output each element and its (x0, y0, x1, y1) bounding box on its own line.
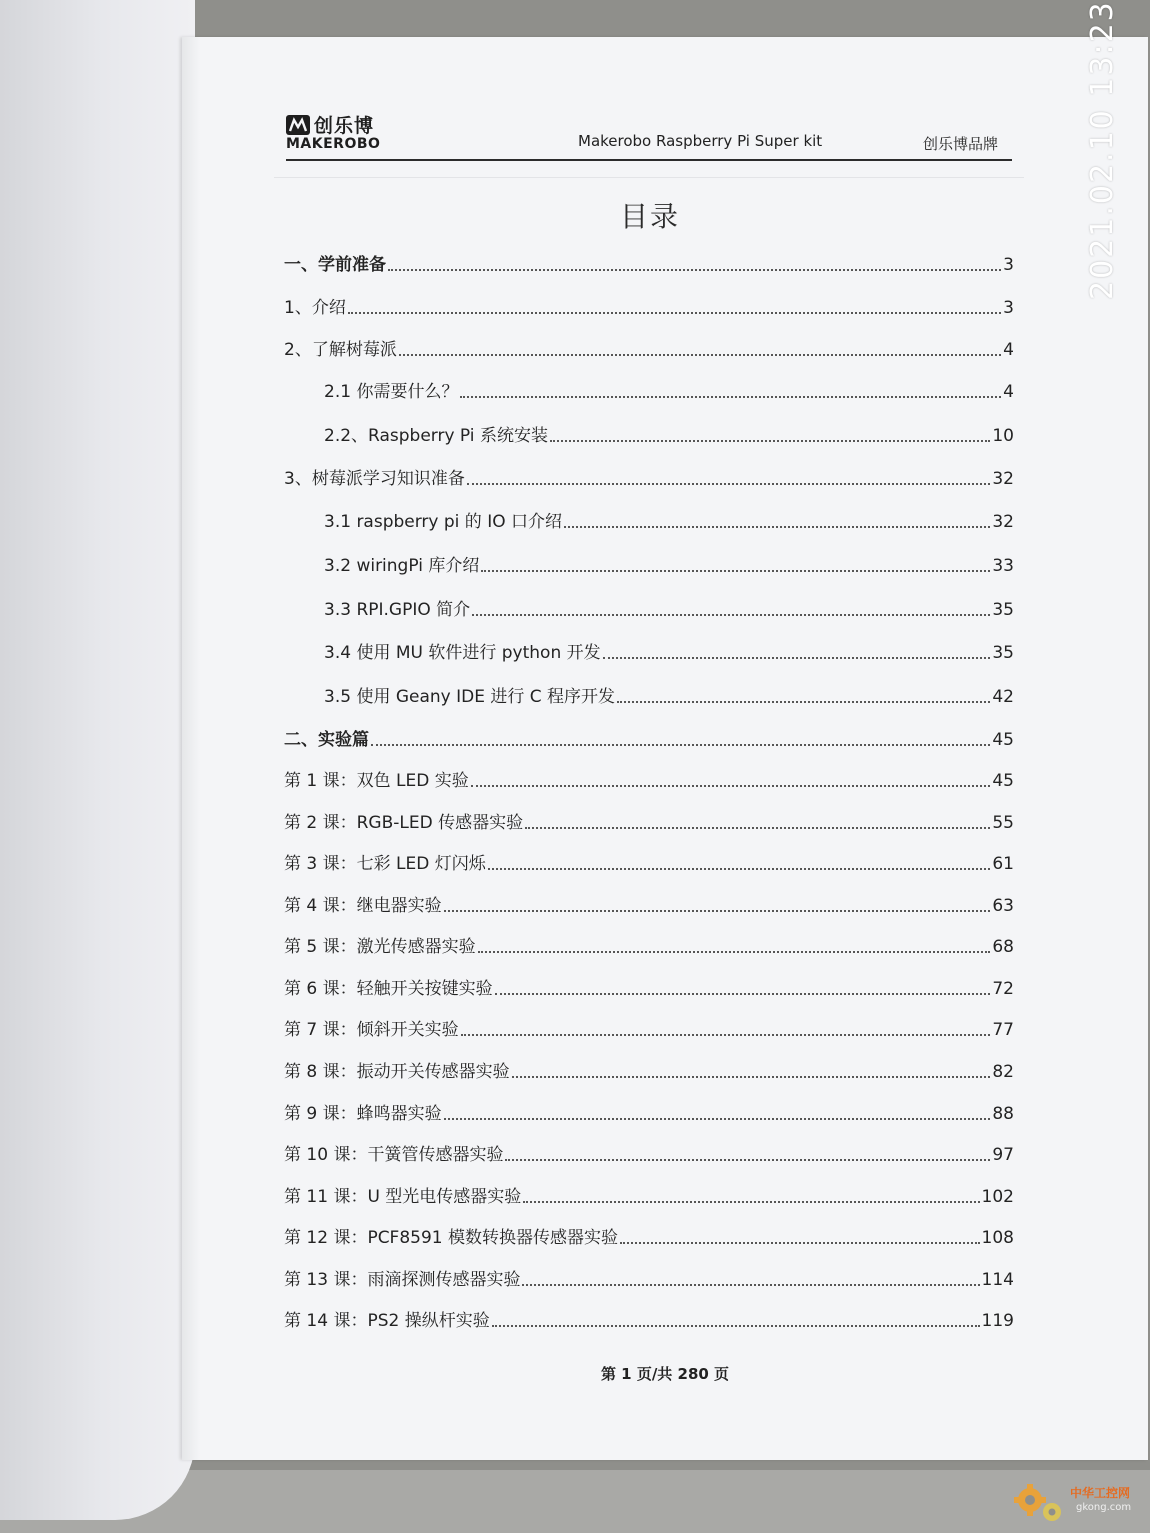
toc-entry (324, 421, 1014, 447)
toc-entry-page: 4 (1003, 340, 1014, 360)
toc-entry-page: 97 (992, 1145, 1014, 1165)
toc-entry-page: 77 (992, 1020, 1014, 1040)
toc-entry-page: 35 (992, 643, 1014, 663)
toc-leader-dots (620, 1242, 980, 1244)
toc-entry-label: 第 14 课：PS2 操纵杆实验 (284, 1311, 490, 1331)
bleed-through-line (274, 177, 1024, 179)
toc-leader-dots (603, 657, 991, 659)
toc-leader-dots (399, 354, 1001, 356)
toc-leader-dots (348, 312, 1001, 314)
toc-entry-label: 一、学前准备 (284, 255, 386, 275)
toc-entry-label: 3.4 使用 MU 软件进行 python 开发 (324, 643, 601, 663)
toc-entry-label: 第 2 课：RGB-LED 传感器实验 (284, 813, 524, 833)
toc-entry (284, 1057, 1014, 1083)
page-edge-shadow (182, 37, 200, 1460)
watermark-chinese: 中华工控网 (1070, 1486, 1131, 1500)
toc-entry (284, 293, 1014, 319)
toc-entry-page: 3 (1003, 298, 1014, 318)
toc-entry-page: 68 (992, 937, 1014, 957)
toc-entry-page: 3 (1003, 255, 1014, 275)
toc-entry-page: 55 (992, 813, 1014, 833)
document-page (182, 37, 1148, 1460)
toc-leader-dots (505, 1159, 990, 1161)
toc-entry (324, 377, 1014, 403)
toc-entry-page: 10 (992, 426, 1014, 446)
toc-leader-dots (388, 269, 1001, 271)
toc-leader-dots (523, 1201, 979, 1203)
toc-entry-page: 82 (992, 1062, 1014, 1082)
toc-entry (284, 974, 1014, 1000)
toc-leader-dots (564, 526, 990, 528)
toc-entry (284, 335, 1014, 361)
toc-entry-label: 3、树莓派学习知识准备 (284, 469, 465, 489)
toc-entry-label: 第 8 课：振动开关传感器实验 (284, 1062, 510, 1082)
logo-chinese-text: 创乐博 (314, 115, 375, 137)
toc-leader-dots (444, 910, 991, 912)
toc-leader-dots (467, 483, 991, 485)
toc-leader-dots (492, 1325, 980, 1327)
toc-entry (284, 1015, 1014, 1041)
toc-title: 目录 (619, 200, 680, 233)
page-header (286, 109, 1012, 161)
header-title: Makerobo Raspberry Pi Super kit (578, 132, 823, 150)
toc-entry-label: 第 7 课：倾斜开关实验 (284, 1020, 459, 1040)
toc-leader-dots (617, 701, 990, 703)
toc-entry (324, 638, 1014, 664)
toc-entry-label: 第 12 课：PCF8591 模数转换器传感器实验 (284, 1228, 619, 1248)
header-brand: 创乐博品牌 (922, 135, 998, 153)
toc-entry (284, 891, 1014, 917)
toc-entry (324, 507, 1014, 533)
toc-entry-label: 第 3 课：七彩 LED 灯闪烁 (284, 854, 486, 874)
toc-entry-label: 第 1 课：双色 LED 实验 (284, 771, 469, 791)
toc-entry-label: 二、实验篇 (284, 730, 369, 750)
toc-entry (284, 250, 1014, 276)
toc-entry (284, 725, 1014, 751)
toc-leader-dots (512, 1076, 991, 1078)
toc-entry (284, 1265, 1014, 1291)
toc-leader-dots (481, 570, 990, 572)
toc-entry-page: 4 (1003, 382, 1014, 402)
toc-entry (284, 1306, 1014, 1332)
toc-leader-dots (522, 1284, 979, 1286)
watermark-english: gkong.com (1076, 1502, 1132, 1513)
photo-timestamp: 2021.02.10 13:23 (1085, 0, 1120, 300)
toc-entry-page: 102 (981, 1187, 1014, 1207)
underlying-page (0, 0, 195, 1520)
toc-entry-page: 32 (992, 512, 1014, 532)
toc-entry (284, 766, 1014, 792)
toc-entry-page: 119 (981, 1311, 1014, 1331)
toc-entry-label: 3.3 RPI.GPIO 简介 (324, 600, 471, 620)
toc-entry-label: 第 4 课：继电器实验 (284, 896, 442, 916)
toc-entry-page: 45 (992, 730, 1014, 750)
toc-leader-dots (472, 614, 990, 616)
toc-entry-page: 61 (992, 854, 1014, 874)
makerobo-logo-icon (286, 115, 310, 135)
toc-entry (324, 551, 1014, 577)
toc-leader-dots (461, 1034, 991, 1036)
toc-entry-label: 第 11 课：U 型光电传感器实验 (284, 1187, 522, 1207)
logo-english-text: MAKEROBO (286, 136, 381, 152)
toc-entry-page: 72 (992, 979, 1014, 999)
toc-leader-dots (460, 396, 1001, 398)
toc-leader-dots (371, 744, 990, 746)
brand-logo (286, 111, 386, 151)
toc-entry (284, 1223, 1014, 1249)
toc-entry (284, 849, 1014, 875)
toc-entry-label: 第 13 课：雨滴探测传感器实验 (284, 1270, 521, 1290)
toc-entry-label: 3.2 wiringPi 库介绍 (324, 556, 480, 576)
toc-entry-label: 3.1 raspberry pi 的 IO 口介绍 (324, 512, 563, 532)
toc-entry (284, 932, 1014, 958)
site-watermark (1012, 1478, 1144, 1528)
toc-entry-label: 2、了解树莓派 (284, 340, 397, 360)
toc-entry-label: 第 10 课：干簧管传感器实验 (284, 1145, 504, 1165)
toc-entry (284, 808, 1014, 834)
toc-leader-dots (488, 868, 991, 870)
toc-entry (284, 1182, 1014, 1208)
toc-entry-page: 114 (981, 1270, 1014, 1290)
toc-entry (324, 682, 1014, 708)
toc-entry-label: 3.5 使用 Geany IDE 进行 C 程序开发 (324, 687, 616, 707)
toc-entry-page: 88 (992, 1104, 1014, 1124)
toc-entry-label: 第 9 课：蜂鸣器实验 (284, 1104, 442, 1124)
toc-leader-dots (525, 827, 990, 829)
toc-entry-page: 63 (992, 896, 1014, 916)
toc-entry-label: 2.2、Raspberry Pi 系统安装 (324, 426, 548, 446)
toc-leader-dots (550, 440, 990, 442)
toc-leader-dots (444, 1118, 991, 1120)
toc-entry (284, 464, 1014, 490)
toc-entry-label: 第 6 课：轻触开关按键实验 (284, 979, 493, 999)
toc-entry-page: 45 (992, 771, 1014, 791)
toc-leader-dots (495, 993, 991, 995)
toc-entry (284, 1140, 1014, 1166)
toc-entry-label: 1、介绍 (284, 298, 346, 318)
toc-entry-page: 33 (992, 556, 1014, 576)
toc-entry (324, 595, 1014, 621)
page-footer: 第 1 页/共 280 页 (600, 1365, 730, 1383)
toc-entry-page: 32 (992, 469, 1014, 489)
toc-entry-page: 108 (981, 1228, 1014, 1248)
toc-leader-dots (478, 951, 991, 953)
toc-entry-page: 35 (992, 600, 1014, 620)
toc-entry (284, 1099, 1014, 1125)
toc-leader-dots (471, 785, 991, 787)
toc-entry-label: 2.1 你需要什么？ (324, 382, 459, 402)
gear-icon (1012, 1478, 1072, 1528)
toc-entry-label: 第 5 课：激光传感器实验 (284, 937, 476, 957)
toc-entry-page: 42 (992, 687, 1014, 707)
